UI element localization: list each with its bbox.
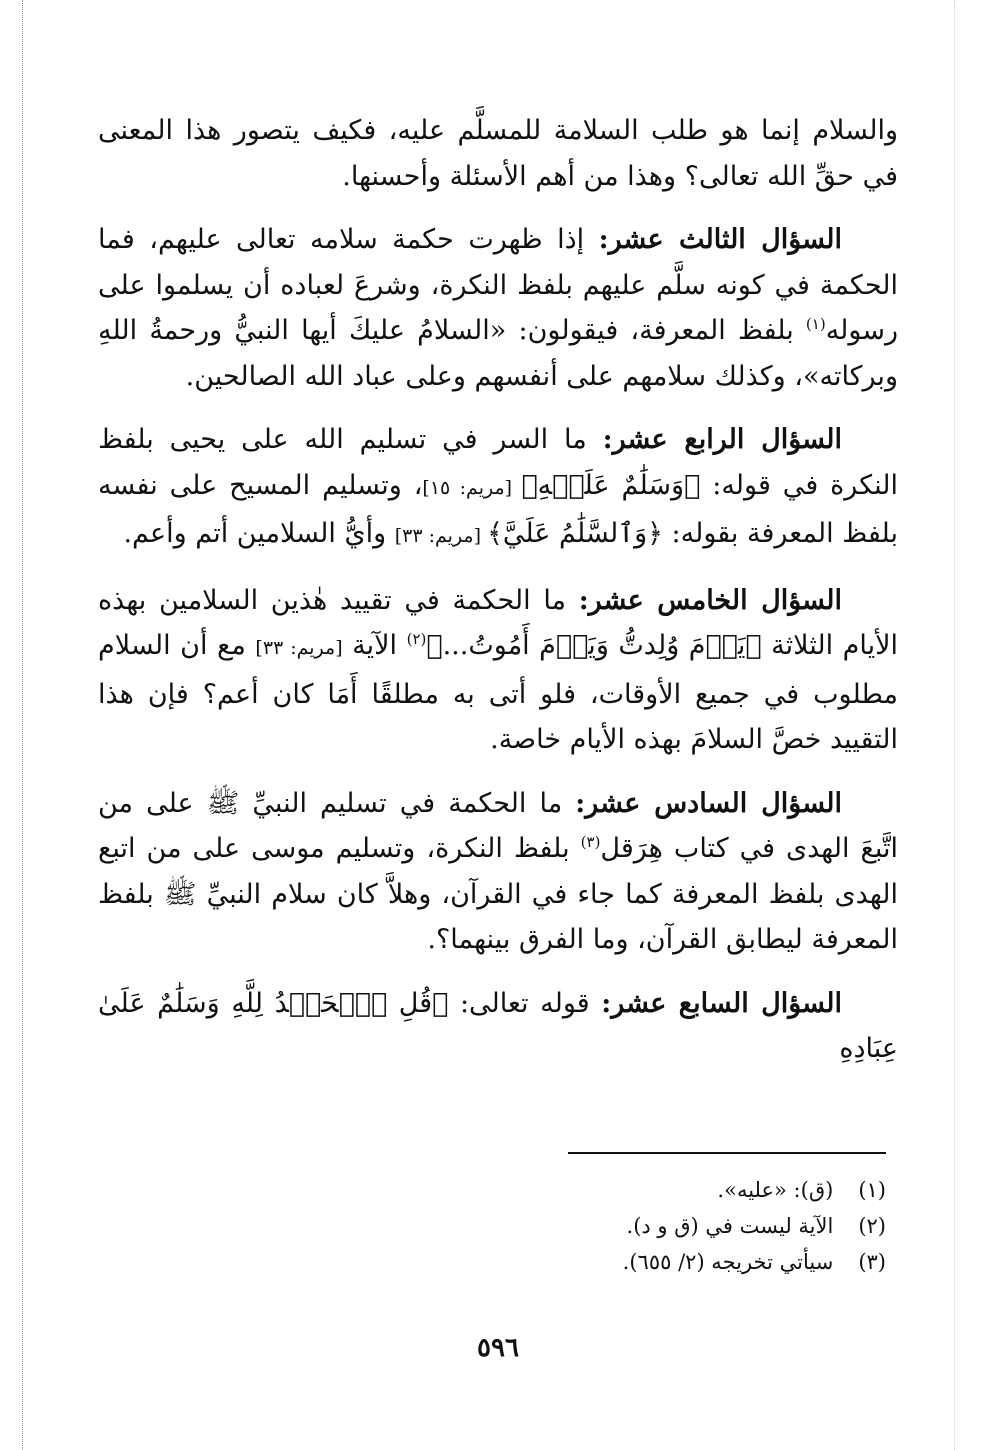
question-heading: السؤال الرابع عشر: <box>602 424 842 455</box>
footnote-text: سيأتي تخريجه (٢/ ٦٥٥). <box>622 1250 834 1274</box>
footnote-number: (٢) <box>858 1214 886 1238</box>
footnote-number: (٣) <box>858 1250 886 1274</box>
footnote-2 <box>360 1208 886 1244</box>
main-text <box>98 108 898 1090</box>
footnote-ref: (٢) <box>406 630 427 648</box>
text-run: والسلام إنما هو طلب السلامة للمسلَّم عليه، فكيف يتصور هذا المعنى في حقِّ الله تعالى؟ وهذا من أهم الأسئلة وأحسنها. <box>98 115 898 192</box>
footnote-separator <box>568 1152 886 1154</box>
text-run: ما الحكمة في تسليم النبيِّ ﷺ على من اتَّبعَ الهدى في كتاب هِرَقل <box>98 787 898 864</box>
text-run: وأيُّ السلامين أتم وأعم. <box>123 518 395 549</box>
footnote-3 <box>360 1244 886 1280</box>
paragraph <box>98 108 898 199</box>
text-run: إذا ظهرت حكمة سلامه تعالى عليهم، فما الحكمة في كونه سلَّم عليهم بلفظ النكرة، وشرعَ لعباده أن يسلموا على رسوله <box>98 224 898 346</box>
footnote-ref: (١) <box>805 315 826 333</box>
scan-margin-dots-right <box>954 0 955 1450</box>
text-run: قوله تعالى: <box>448 987 602 1019</box>
question-heading: السؤال السابع عشر: <box>601 987 842 1019</box>
paragraph <box>98 417 898 560</box>
question-heading: السؤال الخامس عشر: <box>578 584 842 616</box>
verse-citation: [مريم: ١٥] <box>422 476 522 499</box>
paragraph <box>98 578 898 763</box>
footnote-number: (١) <box>858 1178 886 1202</box>
footnotes <box>360 1172 886 1280</box>
text-run: ، وتسليم المسيح على نفسه بلفظ المعرفة بقوله: <box>98 469 898 549</box>
text-run: بلفظ المعرفة، فيقولون: «السلامُ عليكَ أيها النبيُّ ورحمةُ اللهِ وبركاته»، وكذلك سلامهم على أنفسهم وعلى عباد الله الصالحين. <box>98 315 898 392</box>
verse-citation: [مريم: ٣٣] <box>255 637 343 659</box>
text-run: ما السر في تسليم الله على يحيى بلفظ النكرة في قوله: <box>98 424 898 501</box>
footnote-ref: (٣) <box>580 833 601 851</box>
text-run: ما الحكمة في تقييد هٰذين السلامين بهذه الأيام الثلاثة <box>98 584 898 661</box>
quran-verse: ﴿وَٱلسَّلَٰمُ عَلَيَّ﴾ <box>487 518 663 549</box>
verse-citation: [مريم: ٣٣] <box>394 525 488 547</box>
paragraph <box>98 981 898 1072</box>
quran-verse: ﴿وَسَلَٰمٌ عَلَيۡهِ﴾ <box>521 469 701 501</box>
footnote-text: (ق): «عليه». <box>717 1178 834 1202</box>
paragraph <box>98 217 898 399</box>
page-number: ٥٩٦ <box>477 1333 519 1363</box>
question-heading: السؤال الثالث عشر: <box>598 224 842 255</box>
text-run: مع أن السلام مطلوب في جميع الأوقات، فلو أتى به مطلقًا أَمَا كان أعم؟ فإن هذا التقييد خصَّ السلامَ بهذه الأيام خاصة. <box>98 630 898 755</box>
scan-margin-dots-left <box>22 0 23 1450</box>
quran-verse: ﴿قُلِ ٱلۡحَمۡدُ لِلَّهِ وَسَلَٰمٌ عَلَىٰ عِبَادِهِ <box>98 987 898 1064</box>
paragraph <box>98 781 898 963</box>
text-run: بلفظ النكرة، وتسليم موسى على من اتبع الهدى بلفظ المعرفة كما جاء في القرآن، وهلاَّ كان سلام النبيِّ ﷺ بلفظ المعرفة ليطابق القرآن، وما الفرق بينهما؟. <box>98 833 898 955</box>
footnote-text: الآية ليست في (ق و د). <box>626 1214 834 1238</box>
footnote-1 <box>360 1172 886 1208</box>
quran-verse: ﴿يَوۡمَ وُلِدتُّ وَيَوۡمَ أَمُوتُ...﴾ <box>426 630 762 661</box>
text-run: الآية <box>342 630 407 661</box>
question-heading: السؤال السادس عشر: <box>575 787 843 819</box>
